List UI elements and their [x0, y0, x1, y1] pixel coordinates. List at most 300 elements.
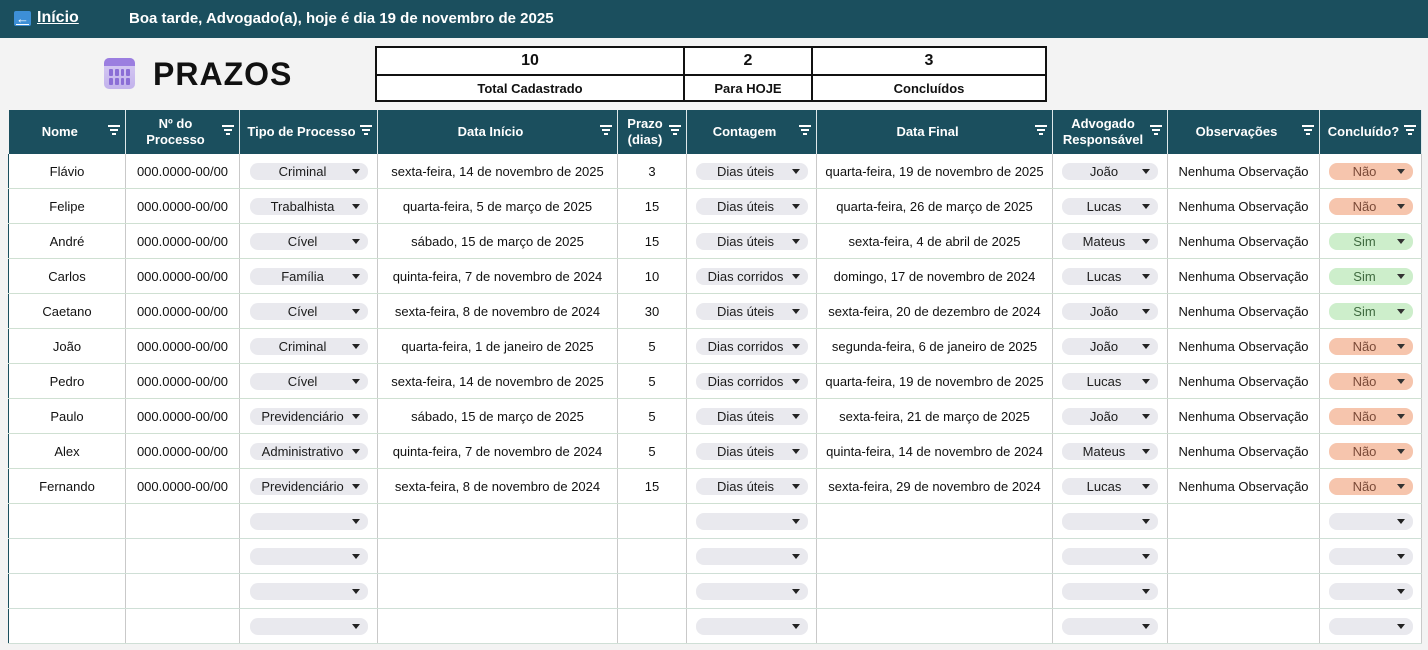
cell-contagem [687, 539, 817, 574]
column-header-tipo [240, 110, 378, 154]
tipo-dropdown-value [260, 621, 346, 631]
chevron-down-icon [792, 204, 800, 209]
concluido-dropdown-value: Não [1352, 408, 1377, 424]
cell-data-final[interactable]: quarta-feira, 19 de novembro de 2025 [817, 364, 1053, 399]
advogado-dropdown[interactable] [1062, 443, 1158, 460]
cell-data-inicio[interactable]: sábado, 15 de março de 2025 [378, 224, 618, 259]
table-row [9, 434, 1422, 469]
chevron-down-icon [1142, 414, 1150, 419]
concluido-dropdown-value [1339, 516, 1391, 526]
tipo-dropdown[interactable] [250, 338, 368, 355]
cell-advogado [1053, 539, 1168, 574]
column-header-data-inicio [378, 110, 618, 154]
page-title: PRAZOS [153, 56, 293, 92]
deadlines-table [8, 110, 1422, 644]
concluido-dropdown-value: Sim [1353, 268, 1376, 284]
chevron-down-icon [352, 484, 360, 489]
cell-data-final[interactable]: sexta-feira, 21 de março de 2025 [817, 399, 1053, 434]
advogado-dropdown[interactable] [1062, 583, 1158, 600]
contagem-dropdown[interactable] [696, 373, 808, 390]
cell-advogado [1053, 259, 1168, 294]
cell-observacoes[interactable]: Nenhuma Observação [1168, 154, 1320, 189]
tipo-dropdown[interactable] [250, 268, 368, 285]
cell-data-final[interactable]: domingo, 17 de novembro de 2024 [817, 259, 1053, 294]
tipo-dropdown[interactable] [250, 443, 368, 460]
chevron-down-icon [1142, 624, 1150, 629]
cell-concluido [1320, 434, 1422, 469]
cell-observacoes[interactable] [1168, 504, 1320, 539]
chevron-down-icon [792, 589, 800, 594]
contagem-dropdown[interactable] [696, 583, 808, 600]
filter-icon[interactable] [222, 125, 234, 135]
cell-advogado [1053, 189, 1168, 224]
table-row [9, 224, 1422, 259]
contagem-dropdown-value [706, 621, 786, 631]
cell-concluido [1320, 574, 1422, 609]
chevron-down-icon [352, 554, 360, 559]
cell-data-inicio[interactable]: quinta-feira, 7 de novembro de 2024 [378, 259, 618, 294]
tipo-dropdown[interactable] [250, 513, 368, 530]
concluido-dropdown[interactable] [1329, 233, 1413, 250]
cell-advogado [1053, 469, 1168, 504]
advogado-dropdown[interactable] [1062, 513, 1158, 530]
chevron-down-icon [1397, 449, 1405, 454]
cell-nome[interactable]: André [9, 224, 126, 259]
advogado-dropdown-value: João [1089, 408, 1119, 424]
advogado-dropdown[interactable] [1062, 408, 1158, 425]
chevron-down-icon [352, 239, 360, 244]
cell-observacoes[interactable] [1168, 539, 1320, 574]
cell-tipo [240, 224, 378, 259]
tipo-dropdown-value: Cível [287, 373, 318, 389]
chevron-down-icon [1397, 589, 1405, 594]
contagem-dropdown-value: Dias úteis [716, 478, 775, 494]
cell-data-final[interactable]: sexta-feira, 20 de dezembro de 2024 [817, 294, 1053, 329]
cell-data-final[interactable]: quarta-feira, 19 de novembro de 2025 [817, 154, 1053, 189]
advogado-dropdown[interactable] [1062, 618, 1158, 635]
cell-prazo[interactable]: 5 [618, 434, 687, 469]
chevron-down-icon [1142, 274, 1150, 279]
tipo-dropdown[interactable] [250, 583, 368, 600]
column-header-label: Data Final [896, 124, 959, 139]
chevron-down-icon [352, 169, 360, 174]
cell-nome[interactable] [9, 539, 126, 574]
stat-total-value: 10 [376, 47, 684, 75]
cell-data-final[interactable] [817, 609, 1053, 644]
table-row [9, 154, 1422, 189]
tipo-dropdown[interactable] [250, 163, 368, 180]
table-row [9, 259, 1422, 294]
cell-concluido [1320, 294, 1422, 329]
filter-icon[interactable] [1035, 125, 1047, 135]
tipo-dropdown[interactable] [250, 478, 368, 495]
table-row [9, 364, 1422, 399]
advogado-dropdown-value: Lucas [1086, 268, 1122, 284]
filter-icon[interactable] [1302, 125, 1314, 135]
cell-prazo[interactable] [618, 504, 687, 539]
arrow-left-icon: ← [16, 10, 29, 26]
stat-today-value: 2 [684, 47, 812, 75]
contagem-dropdown[interactable] [696, 408, 808, 425]
cell-data-final[interactable]: quinta-feira, 14 de novembro de 2024 [817, 434, 1053, 469]
cell-contagem [687, 609, 817, 644]
cell-nome[interactable]: Caetano [9, 294, 126, 329]
cell-processo[interactable]: 000.0000-00/00 [126, 329, 240, 364]
chevron-down-icon [352, 624, 360, 629]
cell-tipo [240, 399, 378, 434]
tipo-dropdown[interactable] [250, 548, 368, 565]
contagem-dropdown-value [706, 586, 786, 596]
advogado-dropdown[interactable] [1062, 198, 1158, 215]
cell-advogado [1053, 504, 1168, 539]
chevron-down-icon [352, 589, 360, 594]
cell-observacoes[interactable]: Nenhuma Observação [1168, 399, 1320, 434]
contagem-dropdown[interactable] [696, 443, 808, 460]
chevron-down-icon [792, 309, 800, 314]
cell-concluido [1320, 504, 1422, 539]
cell-nome[interactable]: Alex [9, 434, 126, 469]
cell-contagem [687, 259, 817, 294]
chevron-down-icon [352, 414, 360, 419]
cell-concluido [1320, 224, 1422, 259]
tipo-dropdown-value [260, 551, 346, 561]
cell-prazo[interactable] [618, 539, 687, 574]
cell-observacoes[interactable]: Nenhuma Observação [1168, 364, 1320, 399]
cell-contagem [687, 364, 817, 399]
advogado-dropdown-value [1072, 621, 1136, 631]
cell-data-final[interactable] [817, 539, 1053, 574]
chevron-down-icon [1397, 519, 1405, 524]
cell-concluido [1320, 189, 1422, 224]
cell-concluido [1320, 154, 1422, 189]
table-body [9, 154, 1422, 644]
contagem-dropdown[interactable] [696, 163, 808, 180]
advogado-dropdown[interactable] [1062, 303, 1158, 320]
cell-advogado [1053, 434, 1168, 469]
chevron-down-icon [1397, 379, 1405, 384]
stat-done-value: 3 [812, 47, 1046, 75]
stats-summary [375, 46, 1047, 102]
contagem-dropdown[interactable] [696, 338, 808, 355]
cell-contagem [687, 434, 817, 469]
cell-observacoes[interactable]: Nenhuma Observação [1168, 224, 1320, 259]
filter-icon[interactable] [1150, 125, 1162, 135]
cell-observacoes[interactable]: Nenhuma Observação [1168, 294, 1320, 329]
tipo-dropdown-value [260, 516, 346, 526]
cell-tipo [240, 259, 378, 294]
cell-data-final[interactable] [817, 504, 1053, 539]
cell-contagem [687, 189, 817, 224]
table-row [9, 294, 1422, 329]
cell-tipo [240, 294, 378, 329]
cell-prazo[interactable]: 30 [618, 294, 687, 329]
cell-processo[interactable]: 000.0000-00/00 [126, 434, 240, 469]
cell-processo[interactable]: 000.0000-00/00 [126, 469, 240, 504]
cell-nome[interactable]: João [9, 329, 126, 364]
cell-tipo [240, 364, 378, 399]
concluido-dropdown[interactable] [1329, 408, 1413, 425]
concluido-dropdown[interactable] [1329, 268, 1413, 285]
cell-data-inicio[interactable]: quarta-feira, 5 de março de 2025 [378, 189, 618, 224]
advogado-dropdown-value: Mateus [1082, 233, 1126, 249]
contagem-dropdown[interactable] [696, 198, 808, 215]
tipo-dropdown-value: Família [281, 268, 324, 284]
advogado-dropdown-value: Lucas [1086, 478, 1122, 494]
tipo-dropdown-value: Cível [287, 233, 318, 249]
table-row [9, 329, 1422, 364]
cell-observacoes[interactable]: Nenhuma Observação [1168, 469, 1320, 504]
advogado-dropdown[interactable] [1062, 373, 1158, 390]
cell-nome[interactable] [9, 574, 126, 609]
cell-processo[interactable] [126, 574, 240, 609]
cell-prazo[interactable]: 10 [618, 259, 687, 294]
tipo-dropdown-value: Trabalhista [270, 198, 335, 214]
column-header-prazo [618, 110, 687, 154]
filter-icon[interactable] [600, 125, 612, 135]
concluido-dropdown-value: Sim [1353, 303, 1376, 319]
tipo-dropdown[interactable] [250, 233, 368, 250]
chevron-down-icon [352, 449, 360, 454]
stat-total-label: Total Cadastrado [376, 75, 684, 101]
cell-data-inicio[interactable]: quarta-feira, 1 de janeiro de 2025 [378, 329, 618, 364]
column-header-label: Nome [41, 124, 78, 139]
contagem-dropdown-value [706, 551, 786, 561]
home-link-label[interactable]: Início [37, 9, 79, 26]
cell-processo[interactable]: 000.0000-00/00 [126, 259, 240, 294]
filter-icon[interactable] [360, 125, 372, 135]
cell-nome[interactable]: Fernando [9, 469, 126, 504]
cell-data-final[interactable]: sexta-feira, 29 de novembro de 2024 [817, 469, 1053, 504]
chevron-down-icon [1397, 344, 1405, 349]
cell-data-inicio[interactable]: quinta-feira, 7 de novembro de 2024 [378, 434, 618, 469]
chevron-down-icon [792, 169, 800, 174]
column-header-contagem [687, 110, 817, 154]
contagem-dropdown[interactable] [696, 478, 808, 495]
cell-observacoes[interactable]: Nenhuma Observação [1168, 189, 1320, 224]
chevron-down-icon [1142, 309, 1150, 314]
cell-contagem [687, 329, 817, 364]
cell-nome[interactable] [9, 504, 126, 539]
cell-data-inicio[interactable]: sexta-feira, 14 de novembro de 2025 [378, 154, 618, 189]
contagem-dropdown-value: Dias corridos [707, 373, 784, 389]
filter-icon[interactable] [108, 125, 120, 135]
cell-nome[interactable]: Carlos [9, 259, 126, 294]
advogado-dropdown[interactable] [1062, 268, 1158, 285]
chevron-down-icon [1397, 169, 1405, 174]
cell-prazo[interactable] [618, 609, 687, 644]
home-link[interactable] [14, 9, 79, 27]
stat-today-label: Para HOJE [684, 75, 812, 101]
contagem-dropdown-value: Dias corridos [707, 338, 784, 354]
cell-nome[interactable]: Flávio [9, 154, 126, 189]
concluido-dropdown[interactable] [1329, 303, 1413, 320]
filter-icon[interactable] [669, 125, 681, 135]
chevron-down-icon [352, 274, 360, 279]
chevron-down-icon [792, 239, 800, 244]
contagem-dropdown[interactable] [696, 303, 808, 320]
cell-processo[interactable]: 000.0000-00/00 [126, 154, 240, 189]
cell-tipo [240, 189, 378, 224]
advogado-dropdown-value: Lucas [1086, 373, 1122, 389]
cell-data-inicio[interactable] [378, 574, 618, 609]
contagem-dropdown[interactable] [696, 548, 808, 565]
cell-prazo[interactable]: 5 [618, 364, 687, 399]
cell-prazo[interactable]: 15 [618, 189, 687, 224]
column-header-advogado [1053, 110, 1168, 154]
contagem-dropdown-value: Dias úteis [716, 233, 775, 249]
cell-processo[interactable]: 000.0000-00/00 [126, 399, 240, 434]
cell-data-inicio[interactable]: sábado, 15 de março de 2025 [378, 399, 618, 434]
cell-data-inicio[interactable]: sexta-feira, 14 de novembro de 2025 [378, 364, 618, 399]
concluido-dropdown[interactable] [1329, 583, 1413, 600]
tipo-dropdown-value: Administrativo [261, 443, 344, 459]
column-header-label: Observações [1195, 124, 1278, 139]
advogado-dropdown-value: João [1089, 163, 1119, 179]
cell-contagem [687, 154, 817, 189]
calendar-icon [104, 58, 135, 89]
cell-prazo[interactable]: 5 [618, 329, 687, 364]
filter-icon[interactable] [799, 125, 811, 135]
empty-table-row [9, 574, 1422, 609]
empty-table-row [9, 539, 1422, 574]
cell-tipo [240, 574, 378, 609]
chevron-down-icon [352, 309, 360, 314]
cell-nome[interactable]: Felipe [9, 189, 126, 224]
cell-tipo [240, 434, 378, 469]
advogado-dropdown[interactable] [1062, 233, 1158, 250]
concluido-dropdown[interactable] [1329, 443, 1413, 460]
tipo-dropdown[interactable] [250, 198, 368, 215]
filter-icon[interactable] [1404, 125, 1416, 135]
contagem-dropdown[interactable] [696, 268, 808, 285]
cell-observacoes[interactable]: Nenhuma Observação [1168, 434, 1320, 469]
chevron-down-icon [792, 344, 800, 349]
column-header-data-final [817, 110, 1053, 154]
cell-data-inicio[interactable] [378, 609, 618, 644]
concluido-dropdown-value: Não [1352, 373, 1377, 389]
tipo-dropdown[interactable] [250, 303, 368, 320]
cell-contagem [687, 294, 817, 329]
tipo-dropdown[interactable] [250, 618, 368, 635]
cell-data-final[interactable]: segunda-feira, 6 de janeiro de 2025 [817, 329, 1053, 364]
cell-processo[interactable]: 000.0000-00/00 [126, 224, 240, 259]
cell-data-final[interactable]: sexta-feira, 4 de abril de 2025 [817, 224, 1053, 259]
contagem-dropdown-value: Dias corridos [707, 268, 784, 284]
advogado-dropdown[interactable] [1062, 163, 1158, 180]
contagem-dropdown[interactable] [696, 618, 808, 635]
cell-prazo[interactable]: 15 [618, 224, 687, 259]
contagem-dropdown-value [706, 516, 786, 526]
cell-processo[interactable]: 000.0000-00/00 [126, 364, 240, 399]
chevron-down-icon [1142, 484, 1150, 489]
cell-prazo[interactable]: 3 [618, 154, 687, 189]
cell-data-final[interactable]: quarta-feira, 26 de março de 2025 [817, 189, 1053, 224]
cell-prazo[interactable]: 5 [618, 399, 687, 434]
contagem-dropdown[interactable] [696, 513, 808, 530]
cell-prazo[interactable] [618, 574, 687, 609]
table-row [9, 399, 1422, 434]
cell-data-inicio[interactable]: sexta-feira, 8 de novembro de 2024 [378, 469, 618, 504]
chevron-down-icon [1397, 624, 1405, 629]
cell-data-inicio[interactable] [378, 539, 618, 574]
tipo-dropdown[interactable] [250, 373, 368, 390]
cell-observacoes[interactable]: Nenhuma Observação [1168, 259, 1320, 294]
contagem-dropdown[interactable] [696, 233, 808, 250]
advogado-dropdown[interactable] [1062, 548, 1158, 565]
concluido-dropdown[interactable] [1329, 548, 1413, 565]
column-header-label: Advogado Responsável [1062, 116, 1144, 147]
advogado-dropdown[interactable] [1062, 478, 1158, 495]
chevron-down-icon [1142, 554, 1150, 559]
cell-processo[interactable] [126, 609, 240, 644]
cell-nome[interactable] [9, 609, 126, 644]
advogado-dropdown-value [1072, 551, 1136, 561]
cell-data-inicio[interactable]: sexta-feira, 8 de novembro de 2024 [378, 294, 618, 329]
concluido-dropdown-value: Sim [1353, 233, 1376, 249]
cell-tipo [240, 469, 378, 504]
cell-processo[interactable]: 000.0000-00/00 [126, 189, 240, 224]
concluido-dropdown[interactable] [1329, 373, 1413, 390]
chevron-down-icon [1142, 449, 1150, 454]
cell-advogado [1053, 399, 1168, 434]
cell-nome[interactable]: Paulo [9, 399, 126, 434]
cell-prazo[interactable]: 15 [618, 469, 687, 504]
cell-contagem [687, 574, 817, 609]
cell-tipo [240, 329, 378, 364]
advogado-dropdown[interactable] [1062, 338, 1158, 355]
contagem-dropdown-value: Dias úteis [716, 408, 775, 424]
contagem-dropdown-value: Dias úteis [716, 443, 775, 459]
cell-tipo [240, 539, 378, 574]
cell-data-final[interactable] [817, 574, 1053, 609]
cell-processo[interactable]: 000.0000-00/00 [126, 294, 240, 329]
cell-processo[interactable] [126, 504, 240, 539]
chevron-down-icon [1142, 239, 1150, 244]
cell-observacoes[interactable] [1168, 609, 1320, 644]
advogado-dropdown-value: Mateus [1082, 443, 1126, 459]
cell-tipo [240, 504, 378, 539]
concluido-dropdown[interactable] [1329, 338, 1413, 355]
chevron-down-icon [1142, 169, 1150, 174]
tipo-dropdown[interactable] [250, 408, 368, 425]
chevron-down-icon [1397, 274, 1405, 279]
chevron-down-icon [792, 449, 800, 454]
cell-processo[interactable] [126, 539, 240, 574]
concluido-dropdown[interactable] [1329, 198, 1413, 215]
cell-data-inicio[interactable] [378, 504, 618, 539]
chevron-down-icon [792, 414, 800, 419]
concluido-dropdown[interactable] [1329, 478, 1413, 495]
advogado-dropdown-value: João [1089, 303, 1119, 319]
concluido-dropdown-value: Não [1352, 443, 1377, 459]
cell-tipo [240, 609, 378, 644]
concluido-dropdown-value [1339, 621, 1391, 631]
cell-concluido [1320, 399, 1422, 434]
table-header-row [9, 110, 1422, 154]
cell-observacoes[interactable] [1168, 574, 1320, 609]
concluido-dropdown[interactable] [1329, 513, 1413, 530]
column-header-label: Contagem [712, 124, 777, 139]
chevron-down-icon [1397, 309, 1405, 314]
chevron-down-icon [352, 519, 360, 524]
cell-nome[interactable]: Pedro [9, 364, 126, 399]
concluido-dropdown[interactable] [1329, 163, 1413, 180]
cell-contagem [687, 224, 817, 259]
chevron-down-icon [1397, 239, 1405, 244]
concluido-dropdown[interactable] [1329, 618, 1413, 635]
cell-observacoes[interactable]: Nenhuma Observação [1168, 329, 1320, 364]
cell-concluido [1320, 609, 1422, 644]
